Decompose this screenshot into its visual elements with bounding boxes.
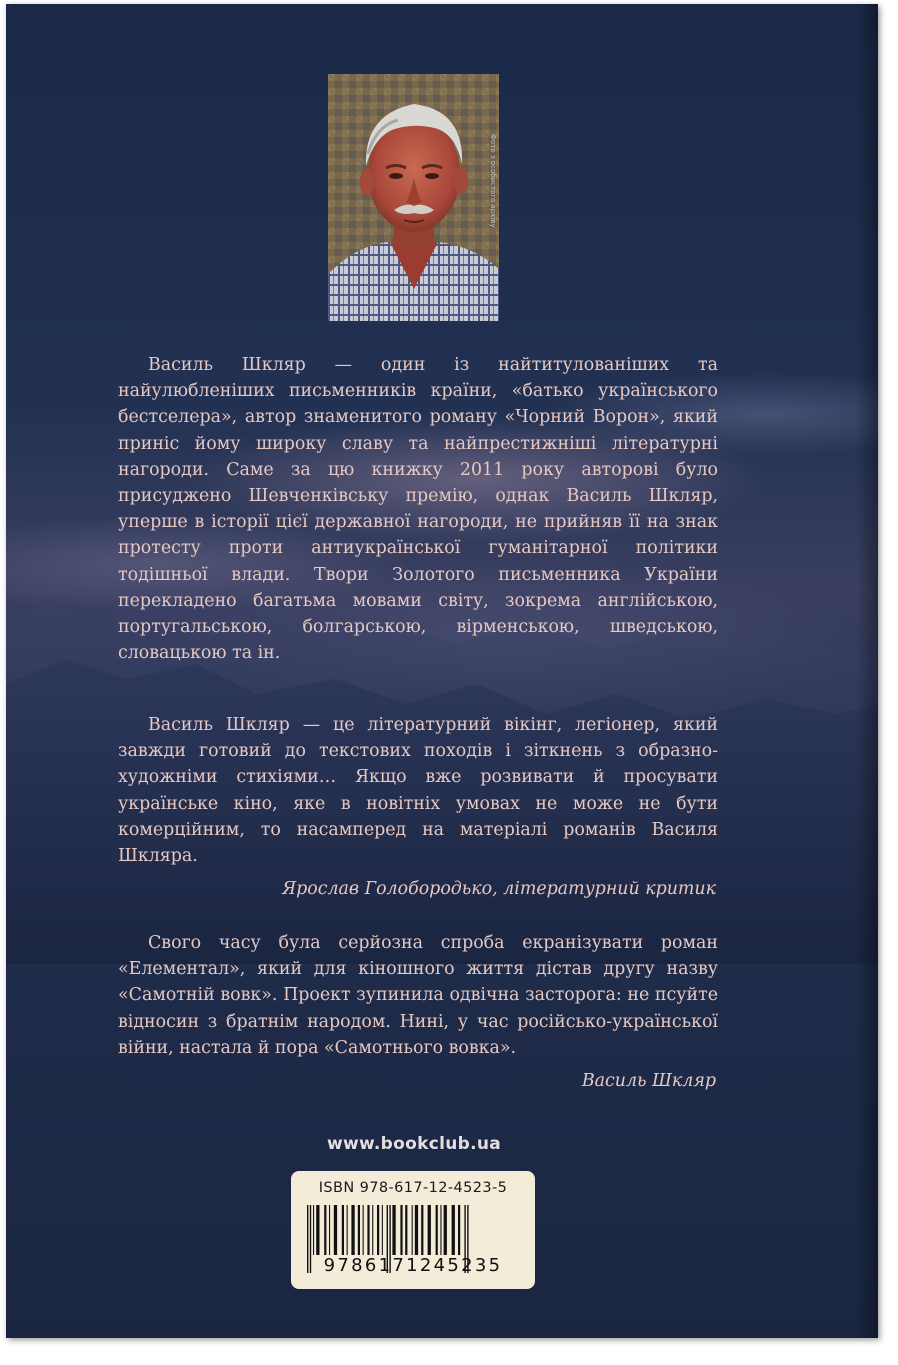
isbn-number: ISBN 978-617-12-4523-5 (318, 1180, 508, 1196)
barcode-bar (436, 1205, 438, 1255)
barcode-bar (324, 1205, 326, 1255)
photo-credit: Фото з особистого архіву (489, 134, 497, 228)
author-quote-text: Свого часу була серйозна спроба екранізувати роман «Елементал», який для кіношного життя дістав другу назву «Самотній вовк». Проект зупинила одвічна засторога: не псуйте відносин з братнім народом. Нині, у час російсько-української війни, настала й пора «Самотнього вовка». (118, 933, 718, 1058)
barcode-bar (412, 1205, 413, 1255)
barcode-bar (347, 1205, 348, 1255)
barcode-bar (400, 1205, 402, 1255)
barcode-bar (405, 1205, 407, 1255)
barcode-bar (458, 1205, 460, 1255)
barcode-bar (377, 1205, 379, 1255)
barcode-bar (351, 1205, 354, 1255)
barcode-bar (342, 1205, 344, 1255)
barcode-bar (415, 1205, 418, 1255)
isbn-barcode-label (291, 1171, 535, 1289)
barcode-bar (372, 1205, 373, 1255)
barcode-bar (382, 1205, 383, 1255)
barcode-bar (313, 1205, 314, 1255)
barcode-bar (358, 1205, 360, 1255)
publisher-website: www.bookclub.ua (326, 1134, 502, 1154)
barcode-bar (444, 1205, 447, 1255)
barcode-bar (392, 1205, 395, 1255)
author-quote (118, 930, 718, 1061)
barcode-bar (452, 1205, 455, 1255)
critic-quote (118, 712, 718, 869)
author-bio-paragraph (118, 352, 718, 666)
barcode-bar (329, 1205, 330, 1255)
author-bio-text: Василь Шкляр — один із найтитулованіших та найулюбленіших письменників країни, «батько українського бестселера», автор знаменитого роману «Чорний Ворон», який приніс йому широку славу та найпрестижніші літературні нагороди. Саме за цю книжку 2011 року авторові було присуджено Шевченківську премію, однак Василь Шкляр, уперше в історії цієї державної нагороди, не прийняв її на знак протесту проти антиукраїнської гуманітарної політики тодішньої влади. Твори Золотого письменника України перекладено багатьма мовами світу, зокрема англійською, португальською, болгарською, вірменською, шведською, словацькою та ін. (118, 355, 718, 664)
back-cover (6, 4, 878, 1338)
barcode-bar (316, 1205, 319, 1255)
critic-attribution: Ярослав Голобородько, літературний критик (282, 879, 716, 899)
author-attribution: Василь Шкляр (581, 1071, 716, 1091)
critic-quote-text: Василь Шкляр — це літературний вікінг, легіонер, який завжди готовий до текстових походів і зіткнень з образно-художніми стихіями… Якщо вже розвивати й просувати українське кіно, яке в новітніх умовах не може не бути комерційним, то насамперед на матеріалі романів Василя Шкляра. (118, 715, 718, 867)
barcode-bar (428, 1205, 431, 1255)
author-photo (328, 74, 499, 321)
author-portrait-image (328, 74, 499, 321)
barcode-digits: 9786171245235 (323, 1255, 503, 1276)
barcode-bar (440, 1205, 441, 1255)
barcode-bar (334, 1205, 337, 1255)
spine-shadow (856, 4, 878, 1338)
barcode-bar (367, 1205, 369, 1255)
barcode-bar (421, 1205, 423, 1255)
barcode-bar (363, 1205, 364, 1255)
